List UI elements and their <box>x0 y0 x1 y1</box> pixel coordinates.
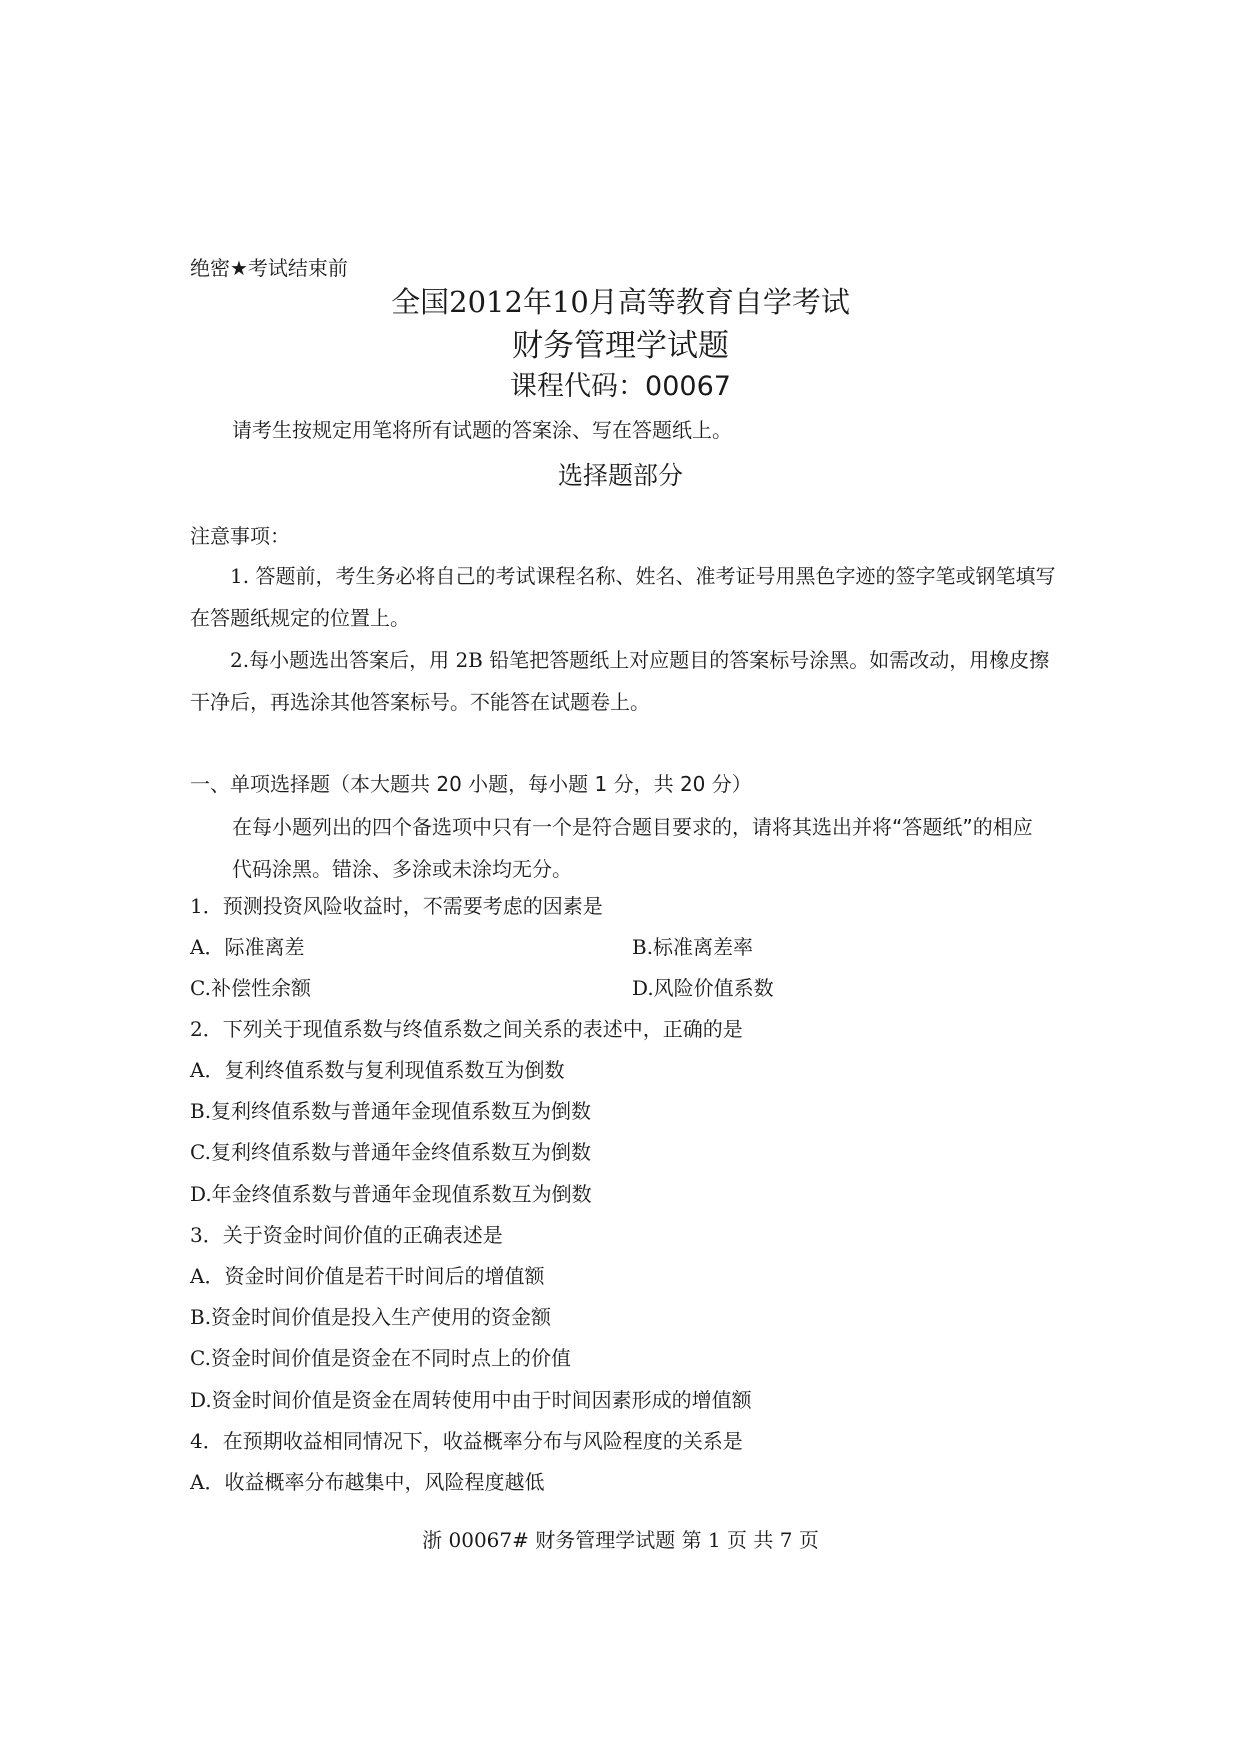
question-option: D.资金时间价值是资金在周转使用中由于时间因素形成的增值额 <box>190 1388 752 1412</box>
course-code: 课程代码：00067 <box>510 371 731 402</box>
question-option: C.复利终值系数与普通年金终值系数互为倒数 <box>190 1140 591 1164</box>
question-stem: 3．关于资金时间价值的正确表述是 <box>190 1223 503 1247</box>
question-stem: 2．下列关于现值系数与终值系数之间关系的表述中，正确的是 <box>190 1017 743 1041</box>
question-stem: 1．预测投资风险收益时，不需要考虑的因素是 <box>190 894 603 918</box>
subject-title: 财务管理学试题 <box>512 328 729 364</box>
note-item: 1. 答题前，考生务必将自己的考试课程名称、姓名、准考证号用黑色字迹的签字笔或钢笔填写在答题纸规定的位置上。 <box>190 564 1056 630</box>
question-option: A．际准离差 <box>190 935 305 959</box>
secret-mark: 绝密★考试结束前 <box>190 256 348 280</box>
question-option: B.复利终值系数与普通年金现值系数互为倒数 <box>190 1099 592 1123</box>
notes-heading: 注意事项： <box>190 524 290 548</box>
question-option: D.年金终值系数与普通年金现值系数互为倒数 <box>190 1182 592 1206</box>
question-option: D.风险价值系数 <box>632 976 774 1000</box>
question-option: B.资金时间价值是投入生产使用的资金额 <box>190 1305 552 1329</box>
question-option: C.补偿性余额 <box>190 976 311 1000</box>
question-option: B.标准离差率 <box>632 935 754 959</box>
question-stem: 4．在预期收益相同情况下，收益概率分布与风险程度的关系是 <box>190 1429 743 1453</box>
page-footer: 浙 00067# 财务管理学试题 第 1 页 共 7 页 <box>422 1528 819 1552</box>
part-heading: 选择题部分 <box>557 461 683 490</box>
exam-title: 全国2012年10月高等教育自学考试 <box>391 285 850 319</box>
question-option: A．复利终值系数与复利现值系数互为倒数 <box>190 1058 565 1082</box>
answer-instruction: 请考生按规定用笔将所有试题的答案涂、写在答题纸上。 <box>232 418 732 442</box>
note-item: 2.每小题选出答案后，用 2B 铅笔把答题纸上对应题目的答案标号涂黑。如需改动，用橡皮擦干净后，再选涂其他答案标号。不能答在试题卷上。 <box>190 648 1050 714</box>
section-description: 在每小题列出的四个备选项中只有一个是符合题目要求的，请将其选出并将“答题纸”的相应代码涂黑。错涂、多涂或未涂均无分。 <box>232 815 1033 881</box>
question-option: A．收益概率分布越集中，风险程度越低 <box>190 1470 545 1494</box>
question-option: C.资金时间价值是资金在不同时点上的价值 <box>190 1346 571 1370</box>
section-heading: 一、单项选择题（本大题共 20 小题，每小题 1 分，共 20 分） <box>190 772 752 796</box>
question-option: A．资金时间价值是若干时间后的增值额 <box>190 1264 545 1288</box>
